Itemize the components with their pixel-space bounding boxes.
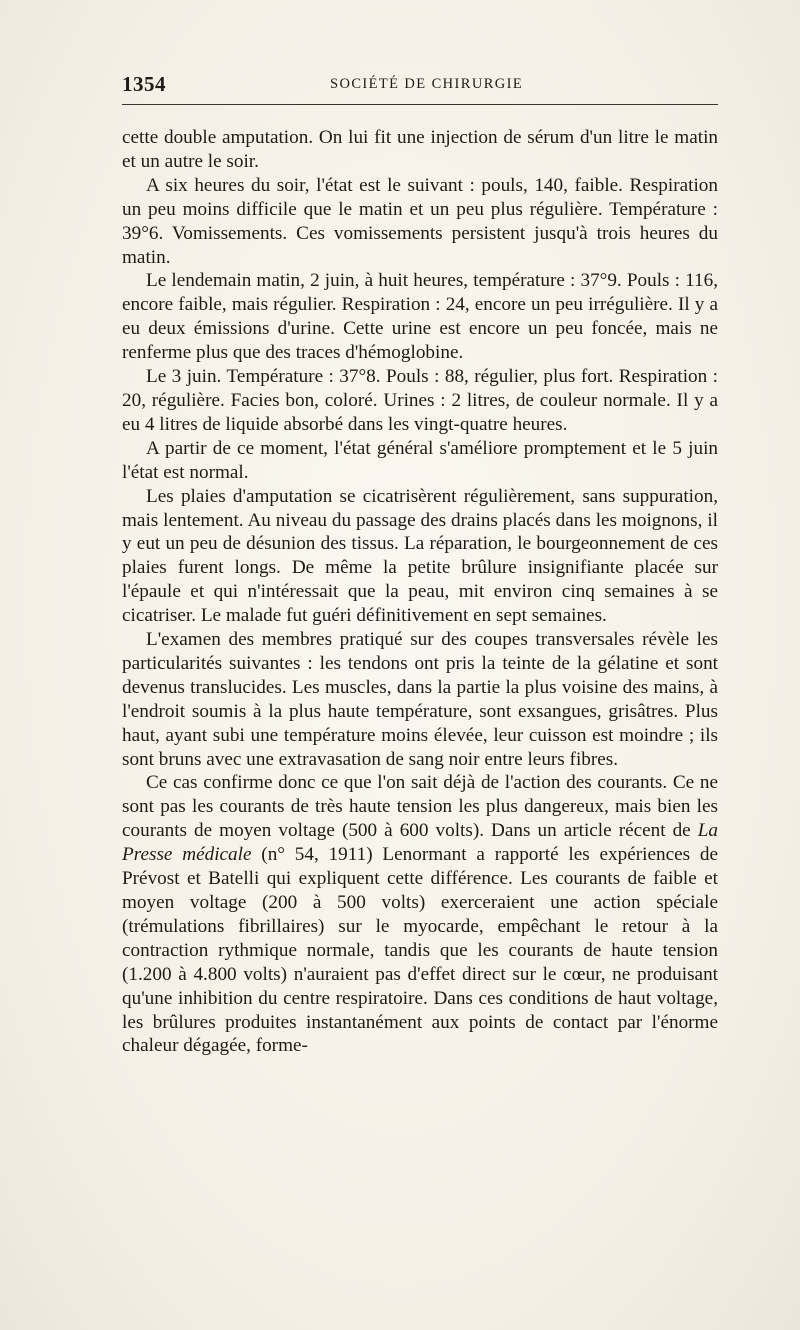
paragraph-3: Le lendemain matin, 2 juin, à huit heures, température : 37°9. Pouls : 116, encore faible, mais régulier. Respiration : 24, encore un peu irrégulière. Il y a eu deux émissions d'urine. Cette urine est encore un peu foncée, mais ne renferme plus que des traces d'hémoglobine. (122, 270, 718, 364)
page-number: 1354 (122, 72, 166, 96)
paragraph-4: Le 3 juin. Température : 37°8. Pouls : 88, régulier, plus fort. Respiration : 20, régulière. Facies bon, coloré. Urines : 2 litres, de couleur normale. Il y a eu 4 litres de liquide absorbé dans les vingt-quatre heures. (122, 366, 718, 435)
paragraph-7: L'examen des membres pratiqué sur des coupes transversales révèle les particularités suivantes : les tendons ont pris la teinte de la gélatine et sont devenus translucides. Les muscles, dans la partie la plus voisine des mains, à l'endroit soumis à la plus haute température, sont exsangues, grisâtres. Plus haut, ayant subi une température moins élevée, leur cuisson est moindre ; ils sont bruns avec une extravasation de sang noir entre leurs fibres. (122, 629, 718, 770)
paragraph-6: Les plaies d'amputation se cicatrisèrent régulièrement, sans suppuration, mais lentement. Au niveau du passage des drains placés dans les moignons, il y eut un peu de désunion des tissus. La réparation, le bourgeonnement de ces plaies furent longs. De même la petite brûlure insignifiante placée sur l'épaule et qui n'intéressait que la peau, mit environ cinq semaines à se cicatriser. Le malade fut guéri définitivement en sept semaines. (122, 485, 718, 627)
running-title: SOCIÉTÉ DE CHIRURGIE (330, 76, 524, 92)
header-rule (122, 104, 718, 105)
paragraph-8-after: (n° 54, 1911) Lenormant a rapporté les expériences de Prévost et Batelli qui expliquent cette différence. Les courants de faible et moyen voltage (200 à 500 volts) exerceraient une action spéciale (trémulations fibrillaires) sur le myocarde, empêchant le retour à la contraction rythmique normale, tandis que les courants de haute tension (1.200 à 4.800 volts) n'auraient pas d'effet direct sur le cœur, ne produisant qu'une inhibition du centre respiratoire. Dans ces conditions de haut voltage, les brûlures produites instantanément aux points de contact par l'énorme chaleur dégagée, forme- (122, 844, 718, 1057)
paragraph-5: A partir de ce moment, l'état général s'améliore promptement et le 5 juin l'état est normal. (122, 437, 718, 483)
paragraph-8-before: Ce cas confirme donc ce que l'on sait déjà de l'action des courants. Ce ne sont pas les courants de très haute tension les plus dangereux, mais bien les courants de moyen voltage (500 à 600 volts). Dans un article récent de (122, 772, 718, 842)
journal-title: La Presse médicale (122, 820, 718, 866)
paragraph-1: cette double amputation. On lui fit une injection de sérum d'un litre le matin et un autre le soir. (122, 127, 718, 172)
body-text (122, 126, 718, 1058)
paragraph-2: A six heures du soir, l'état est le suivant : pouls, 140, faible. Respiration un peu moins difficile que le matin et un peu plus régulière. Température : 39°6. Vomissements. Ces vomissements persistent jusqu'à trois heures du matin. (122, 174, 718, 268)
paragraph-8 (122, 771, 718, 1058)
page-header (122, 72, 718, 98)
